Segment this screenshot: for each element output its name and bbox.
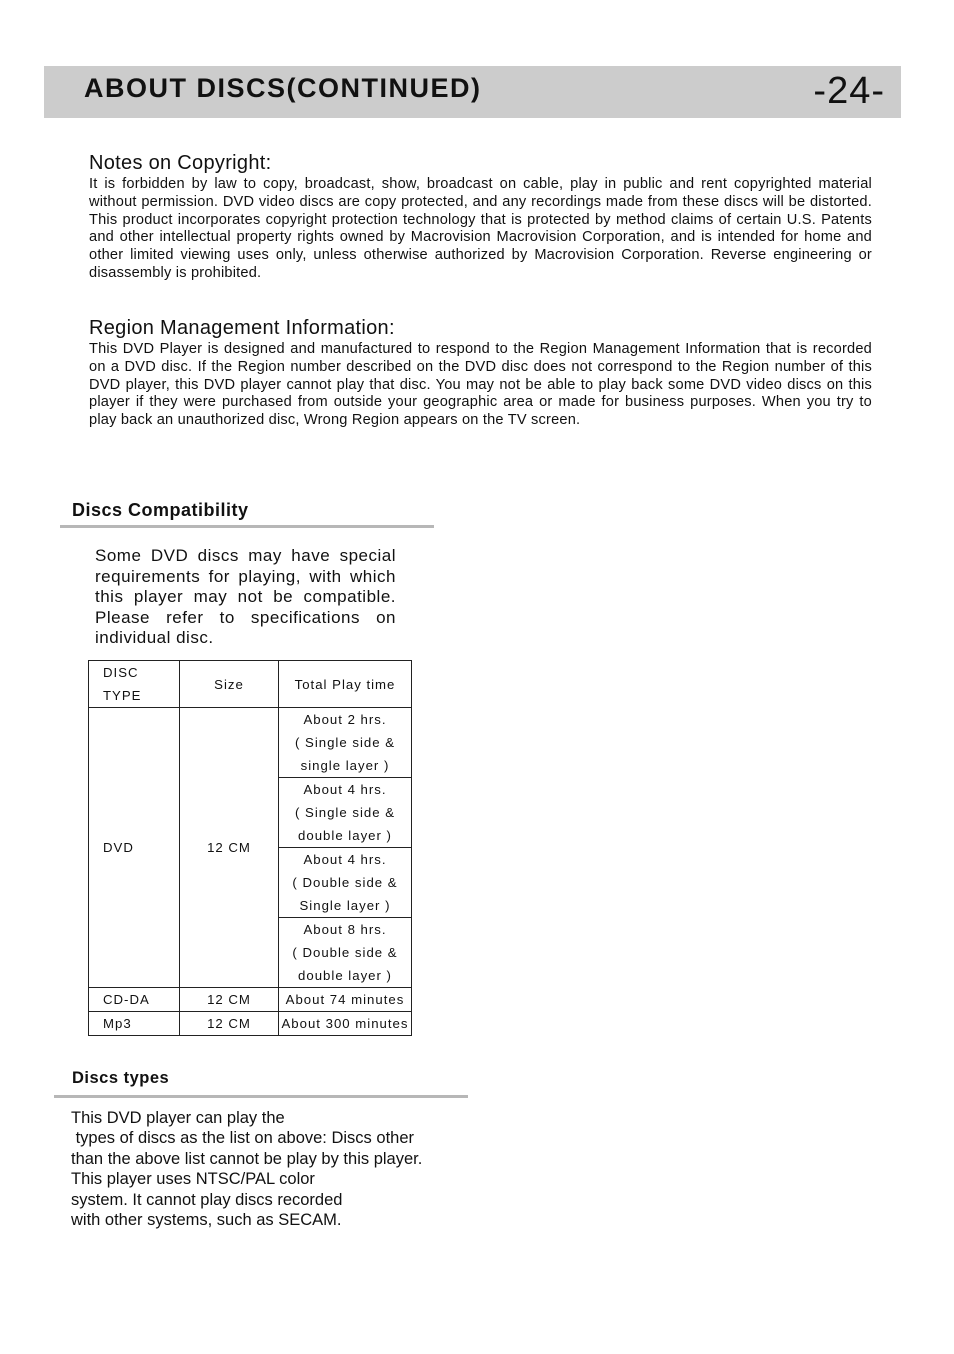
disc-types-line: This DVD player can play the [71,1109,285,1127]
play-time-line: About 4 hrs. [303,782,387,797]
page-title: ABOUT DISCS(CONTINUED) [84,73,482,103]
table-header-row [89,661,412,708]
mp3-type-cell: Mp3 [89,1012,180,1036]
region-heading: Region Management Information: [89,317,395,339]
disc-types-body [71,1108,491,1230]
dvd-size-cell: 12 CM [180,708,279,988]
play-time-line: single layer ) [300,758,390,773]
mp3-size-cell: 12 CM [180,1012,279,1036]
play-time-line: About 8 hrs. [303,922,387,937]
disc-types-line: with other systems, such as SECAM. [71,1211,342,1230]
cdda-type-cell: CD-DA [89,988,180,1012]
page-number: -24- [813,70,885,112]
region-body: This DVD Player is designed and manufactured to respond to the Region Management Information that is recorded on a DVD disc. If the Region number described on the DVD disc does not correspond to the Region number of this DVD player, this DVD player cannot play that disc. You may not be able to play back some DVD video discs on this player if they were purchased from outside your geographic area or made for business purposes. When you try to play back an unauthorized disc, Wrong Region appears on the TV screen. [89,341,872,429]
dvd-time-cell [279,848,412,918]
compatibility-divider [60,525,434,528]
disc-compatibility-table [88,660,412,1036]
header-disc-type [89,661,180,708]
play-time-line: ( Single side & [294,735,396,750]
compatibility-body: Some DVD discs may have special requirements for playing, with which this player may not be compatible. Please refer to specifications on individual disc. [95,546,396,647]
disc-types-line: than the above list cannot be play by this player. [71,1149,423,1168]
cdda-size-cell: 12 CM [180,988,279,1012]
compatibility-heading: Discs Compatibility [72,500,249,520]
header-play-time: Total Play time [279,661,412,708]
play-time-line: About 4 hrs. [303,852,387,867]
dvd-time-cell [279,708,412,778]
header-size: Size [180,661,279,708]
table-row [89,708,412,778]
header-bar [44,66,901,118]
play-time-line: About 2 hrs. [303,712,387,727]
dvd-time-cell [279,918,412,988]
copyright-heading: Notes on Copyright: [89,152,272,174]
dvd-time-cell [279,778,412,848]
play-time-line: double layer ) [298,828,392,843]
play-time-line: ( Double side & [292,945,398,960]
header-disc-type-line2: TYPE [103,688,142,703]
disc-types-heading: Discs types [72,1069,170,1087]
play-time-line: Single layer ) [299,898,391,913]
play-time-line: double layer ) [298,968,392,983]
play-time-line: ( Double side & [292,875,398,890]
mp3-time-cell: About 300 minutes [279,1012,412,1036]
disc-types-line: This player uses NTSC/PAL color [71,1170,315,1189]
disc-types-line: system. It cannot play discs recorded [71,1190,343,1209]
table-row [89,988,412,1012]
copyright-body: It is forbidden by law to copy, broadcast, show, broadcast on cable, play in public and rent copyrighted material without permission. DVD video discs are copy protected, and any recordings made from these discs will be distorted. This product incorporates copyright protection technology that is protected by method claims of certain U.S. Patents and other intellectual property rights owned by Macrovision Macrovision Corporation, and is intended for home and other limited viewing uses only, unless otherwise authorized by Macrovision Corporation. Reverse engineering or disassembly is prohibited. [89,176,872,281]
cdda-time-cell: About 74 minutes [279,988,412,1012]
header-disc-type-line1: DISC [103,665,139,680]
dvd-type-cell: DVD [89,708,180,988]
disc-types-divider [54,1095,468,1098]
play-time-line: ( Single side & [294,805,396,820]
disc-types-line: types of discs as the list on above: Discs other [71,1129,414,1148]
table-row [89,1012,412,1036]
